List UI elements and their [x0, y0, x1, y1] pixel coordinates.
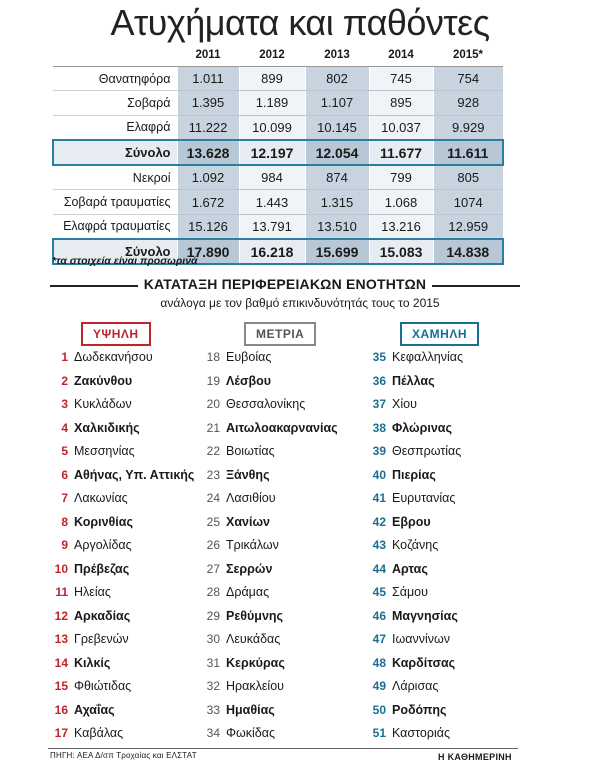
list-item — [200, 370, 338, 394]
row-label: Θανατηφόρα — [53, 67, 177, 91]
table-cell: 899 — [239, 67, 305, 91]
table-cell: 10.037 — [369, 115, 433, 140]
list-item — [366, 605, 463, 629]
region-name: Αθήνας, Υπ. Αττικής — [74, 467, 195, 482]
table-cell: 13.216 — [369, 214, 433, 239]
table-cell: 1.443 — [239, 190, 305, 214]
low-risk-badge: ΧΑΜΗΛΗ — [400, 322, 479, 346]
rank-number: 8 — [61, 514, 68, 529]
region-name: Λασιθίου — [226, 491, 276, 505]
rank-number: 4 — [61, 420, 68, 435]
table-cell: 11.222 — [177, 115, 239, 140]
rank-number: 19 — [206, 373, 220, 388]
row-label: Ελαφρά τραυματίες — [53, 214, 177, 239]
page-title: Ατυχήματα και παθόντες — [110, 2, 490, 43]
region-name: Θεσσαλονίκης — [226, 397, 306, 411]
region-name: Σάμου — [392, 585, 428, 599]
region-name: Φωκίδας — [226, 726, 275, 740]
region-name: Λέσβου — [226, 373, 272, 388]
region-name: Γρεβενών — [74, 632, 129, 646]
region-name: Πρέβεζας — [74, 561, 130, 576]
region-name: Ξάνθης — [226, 467, 270, 482]
region-name: Ρεθύμνης — [226, 608, 284, 623]
region-name: Φθιώτιδας — [74, 679, 132, 693]
list-item — [48, 346, 194, 370]
row-label: Σοβαρά — [53, 91, 177, 115]
table-cell: 13.791 — [239, 214, 305, 239]
list-item — [48, 370, 194, 394]
rank-number: 6 — [61, 467, 68, 482]
list-item — [366, 417, 463, 441]
row-label: Σύνολο — [53, 140, 177, 165]
medium-risk-badge: ΜΕΤΡΙΑ — [244, 322, 316, 346]
divider — [48, 748, 518, 749]
rank-number: 7 — [61, 491, 68, 505]
list-item — [366, 487, 463, 511]
region-name: Δράμας — [226, 585, 270, 599]
table-cell: 895 — [369, 91, 433, 115]
table-cell: 1.092 — [177, 165, 239, 190]
rank-number: 23 — [206, 467, 220, 482]
region-name: Ροδόπης — [392, 702, 447, 717]
rank-number: 35 — [372, 350, 386, 364]
table-cell: 13.510 — [305, 214, 369, 239]
low-risk-list — [366, 346, 463, 746]
region-name: Χαλκιδικής — [74, 420, 140, 435]
region-name: Κοζάνης — [392, 538, 439, 552]
region-name: Αρτας — [392, 561, 428, 576]
table-cell: 9.929 — [433, 115, 503, 140]
region-name: Ζακύνθου — [74, 373, 133, 388]
table-cell: 1.189 — [239, 91, 305, 115]
list-item — [48, 722, 194, 746]
rank-number: 28 — [206, 585, 220, 599]
table-cell: 984 — [239, 165, 305, 190]
rank-number: 32 — [206, 679, 220, 693]
region-name: Κιλκίς — [74, 655, 111, 670]
rank-number: 30 — [206, 632, 220, 646]
rank-number: 39 — [372, 444, 386, 458]
table-cell: 754 — [433, 67, 503, 91]
medium-risk-list — [200, 346, 338, 746]
rank-number: 44 — [372, 561, 386, 576]
rank-number: 47 — [372, 632, 386, 646]
region-name: Ευρυτανίας — [392, 491, 456, 505]
region-name: Λακωνίας — [74, 491, 128, 505]
list-item — [48, 417, 194, 441]
table-cell: 14.838 — [433, 239, 503, 264]
table-row — [53, 91, 503, 115]
table-cell: 11.677 — [369, 140, 433, 165]
table-cell: 1.395 — [177, 91, 239, 115]
list-item — [48, 628, 194, 652]
rank-number: 48 — [372, 655, 386, 670]
list-item — [200, 699, 338, 723]
rank-number: 15 — [54, 679, 68, 693]
list-item — [200, 393, 338, 417]
table-cell: 874 — [305, 165, 369, 190]
table-row — [53, 115, 503, 140]
region-name: Πιερίας — [392, 467, 436, 482]
high-risk-list — [48, 346, 194, 746]
high-risk-badge: ΥΨΗΛΗ — [81, 322, 151, 346]
list-item — [366, 534, 463, 558]
ranking-header — [50, 276, 520, 294]
list-item — [48, 464, 194, 488]
list-item — [200, 534, 338, 558]
list-item — [366, 393, 463, 417]
list-item — [48, 534, 194, 558]
table-row — [53, 190, 503, 214]
rank-number: 25 — [206, 514, 220, 529]
rank-number: 46 — [372, 608, 386, 623]
list-item — [48, 393, 194, 417]
region-name: Σερρών — [226, 561, 273, 576]
table-cell: 745 — [369, 67, 433, 91]
table-cell: 1.672 — [177, 190, 239, 214]
table-cell: 1.107 — [305, 91, 369, 115]
list-item — [200, 417, 338, 441]
year-header: 2013 — [305, 44, 369, 67]
region-name: Πέλλας — [392, 373, 435, 388]
rank-number: 10 — [54, 561, 68, 576]
list-item — [48, 675, 194, 699]
row-label: Ελαφρά — [53, 115, 177, 140]
region-name: Αργολίδας — [74, 538, 132, 552]
table-cell: 12.959 — [433, 214, 503, 239]
list-item — [48, 440, 194, 464]
region-name: Αρκαδίας — [74, 608, 131, 623]
list-item — [200, 511, 338, 535]
list-item — [366, 370, 463, 394]
rank-number: 22 — [206, 444, 220, 458]
footnote: *τα στοιχεία είναι προσωρινά — [52, 255, 198, 267]
rank-number: 16 — [54, 702, 68, 717]
region-name: Ηρακλείου — [226, 679, 285, 693]
table-row — [53, 67, 503, 91]
rank-number: 17 — [54, 726, 68, 740]
table-cell: 16.218 — [239, 239, 305, 264]
table-cell: 928 — [433, 91, 503, 115]
list-item — [48, 605, 194, 629]
rank-number: 42 — [372, 514, 386, 529]
table-cell: 1.011 — [177, 67, 239, 91]
rank-number: 50 — [372, 702, 386, 717]
rank-number: 24 — [206, 491, 220, 505]
table-cell: 17.890 — [177, 239, 239, 264]
rank-number: 34 — [206, 726, 220, 740]
list-item — [366, 511, 463, 535]
region-name: Καρδίτσας — [392, 655, 456, 670]
list-item — [366, 440, 463, 464]
rank-number: 3 — [61, 397, 68, 411]
list-item — [200, 558, 338, 582]
region-name: Κορινθίας — [74, 514, 133, 529]
region-name: Ιωαννίνων — [392, 632, 450, 646]
list-item — [200, 440, 338, 464]
table-row — [53, 165, 503, 190]
region-name: Καβάλας — [74, 726, 124, 740]
region-name: Μεσσηνίας — [74, 444, 135, 458]
rank-number: 27 — [206, 561, 220, 576]
table-cell: 13.628 — [177, 140, 239, 165]
rank-number: 29 — [206, 608, 220, 623]
table-corner — [53, 44, 177, 67]
rank-number: 37 — [372, 397, 386, 411]
region-name: Χίου — [392, 397, 417, 411]
list-item — [200, 487, 338, 511]
region-name: Λευκάδας — [226, 632, 281, 646]
table-cell: 12.197 — [239, 140, 305, 165]
rank-number: 51 — [372, 726, 386, 740]
rank-number: 14 — [54, 655, 68, 670]
rank-number: 45 — [372, 585, 386, 599]
region-name: Καστοριάς — [392, 726, 450, 740]
rank-number: 49 — [372, 679, 386, 693]
rank-number: 2 — [61, 373, 68, 388]
list-item — [200, 722, 338, 746]
table-cell: 1.068 — [369, 190, 433, 214]
table-cell: 15.083 — [369, 239, 433, 264]
year-header: 2014 — [369, 44, 433, 67]
list-item — [48, 581, 194, 605]
list-item — [200, 464, 338, 488]
rank-number: 13 — [54, 632, 68, 646]
rank-number: 1 — [61, 350, 68, 364]
table-cell: 799 — [369, 165, 433, 190]
rank-number: 9 — [61, 538, 68, 552]
rank-number: 11 — [55, 585, 68, 599]
region-name: Δωδεκανήσου — [74, 350, 153, 364]
table-cell: 10.099 — [239, 115, 305, 140]
table-total-row — [53, 140, 503, 165]
region-name: Εβρου — [392, 514, 431, 529]
table-cell: 10.145 — [305, 115, 369, 140]
rank-number: 5 — [61, 444, 68, 458]
list-item — [200, 346, 338, 370]
year-header: 2015* — [433, 44, 503, 67]
region-name: Λάρισας — [392, 679, 439, 693]
region-name: Κεφαλληνίας — [392, 350, 463, 364]
table-cell: 805 — [433, 165, 503, 190]
list-item — [48, 487, 194, 511]
list-item — [200, 605, 338, 629]
region-name: Θεσπρωτίας — [392, 444, 462, 458]
rank-number: 43 — [372, 538, 386, 552]
list-item — [366, 558, 463, 582]
list-item — [48, 652, 194, 676]
list-item — [48, 699, 194, 723]
table-cell: 12.054 — [305, 140, 369, 165]
ranking-title — [50, 276, 520, 292]
rank-number: 12 — [54, 608, 68, 623]
table-header-row — [53, 44, 503, 67]
list-item — [366, 722, 463, 746]
accidents-table — [52, 44, 504, 265]
source-note: ΠΗΓΗ: ΑΕΑ Δ/σπ Τροχαίας και ΕΛΣΤΑΤ — [50, 751, 197, 760]
rank-number: 36 — [372, 373, 386, 388]
table-cell: 802 — [305, 67, 369, 91]
list-item — [366, 628, 463, 652]
list-item — [200, 581, 338, 605]
list-item — [366, 699, 463, 723]
ranking-subtitle: ανάλογα με τον βαθμό επικινδυνότητάς τους το 2015 — [160, 296, 440, 310]
region-name: Κερκύρας — [226, 655, 285, 670]
table-cell: 11.611 — [433, 140, 503, 165]
region-name: Μαγνησίας — [392, 608, 458, 623]
rank-number: 41 — [372, 491, 386, 505]
region-name: Κυκλάδων — [74, 397, 132, 411]
ranking-title-text: ΚΑΤΑΤΑΞΗ ΠΕΡΙΦΕΡΕΙΑΚΩΝ ΕΝΟΤΗΤΩΝ — [138, 276, 433, 292]
rank-number: 21 — [206, 420, 220, 435]
list-item — [366, 346, 463, 370]
table-cell: 1074 — [433, 190, 503, 214]
region-name: Βοιωτίας — [226, 444, 275, 458]
year-header: 2012 — [239, 44, 305, 67]
rank-number: 31 — [206, 655, 220, 670]
row-label: Σύνολο — [53, 239, 177, 264]
region-name: Φλώρινας — [392, 420, 452, 435]
rank-number: 20 — [206, 397, 220, 411]
list-item — [366, 675, 463, 699]
region-name: Ημαθίας — [226, 702, 275, 717]
list-item — [200, 675, 338, 699]
year-header: 2011 — [177, 44, 239, 67]
region-name: Ηλείας — [74, 585, 111, 599]
table-cell: 1.315 — [305, 190, 369, 214]
list-item — [366, 581, 463, 605]
row-label: Σοβαρά τραυματίες — [53, 190, 177, 214]
rank-number: 18 — [206, 350, 220, 364]
list-item — [366, 464, 463, 488]
region-name: Χανίων — [226, 514, 270, 529]
table-row — [53, 214, 503, 239]
table-cell: 15.699 — [305, 239, 369, 264]
list-item — [48, 511, 194, 535]
table-cell: 15.126 — [177, 214, 239, 239]
region-name: Αχαΐας — [74, 702, 115, 717]
rank-number: 38 — [372, 420, 386, 435]
list-item — [366, 652, 463, 676]
list-item — [200, 628, 338, 652]
rank-number: 33 — [206, 702, 220, 717]
list-item — [200, 652, 338, 676]
row-label: Νεκροί — [53, 165, 177, 190]
region-name: Αιτωλοακαρνανίας — [226, 420, 338, 435]
rank-number: 40 — [372, 467, 386, 482]
list-item — [48, 558, 194, 582]
rank-number: 26 — [206, 538, 220, 552]
brand-logo: Η ΚΑΘΗΜΕΡΙΝΗ — [438, 752, 512, 762]
region-name: Τρικάλων — [226, 538, 279, 552]
region-name: Ευβοίας — [226, 350, 272, 364]
